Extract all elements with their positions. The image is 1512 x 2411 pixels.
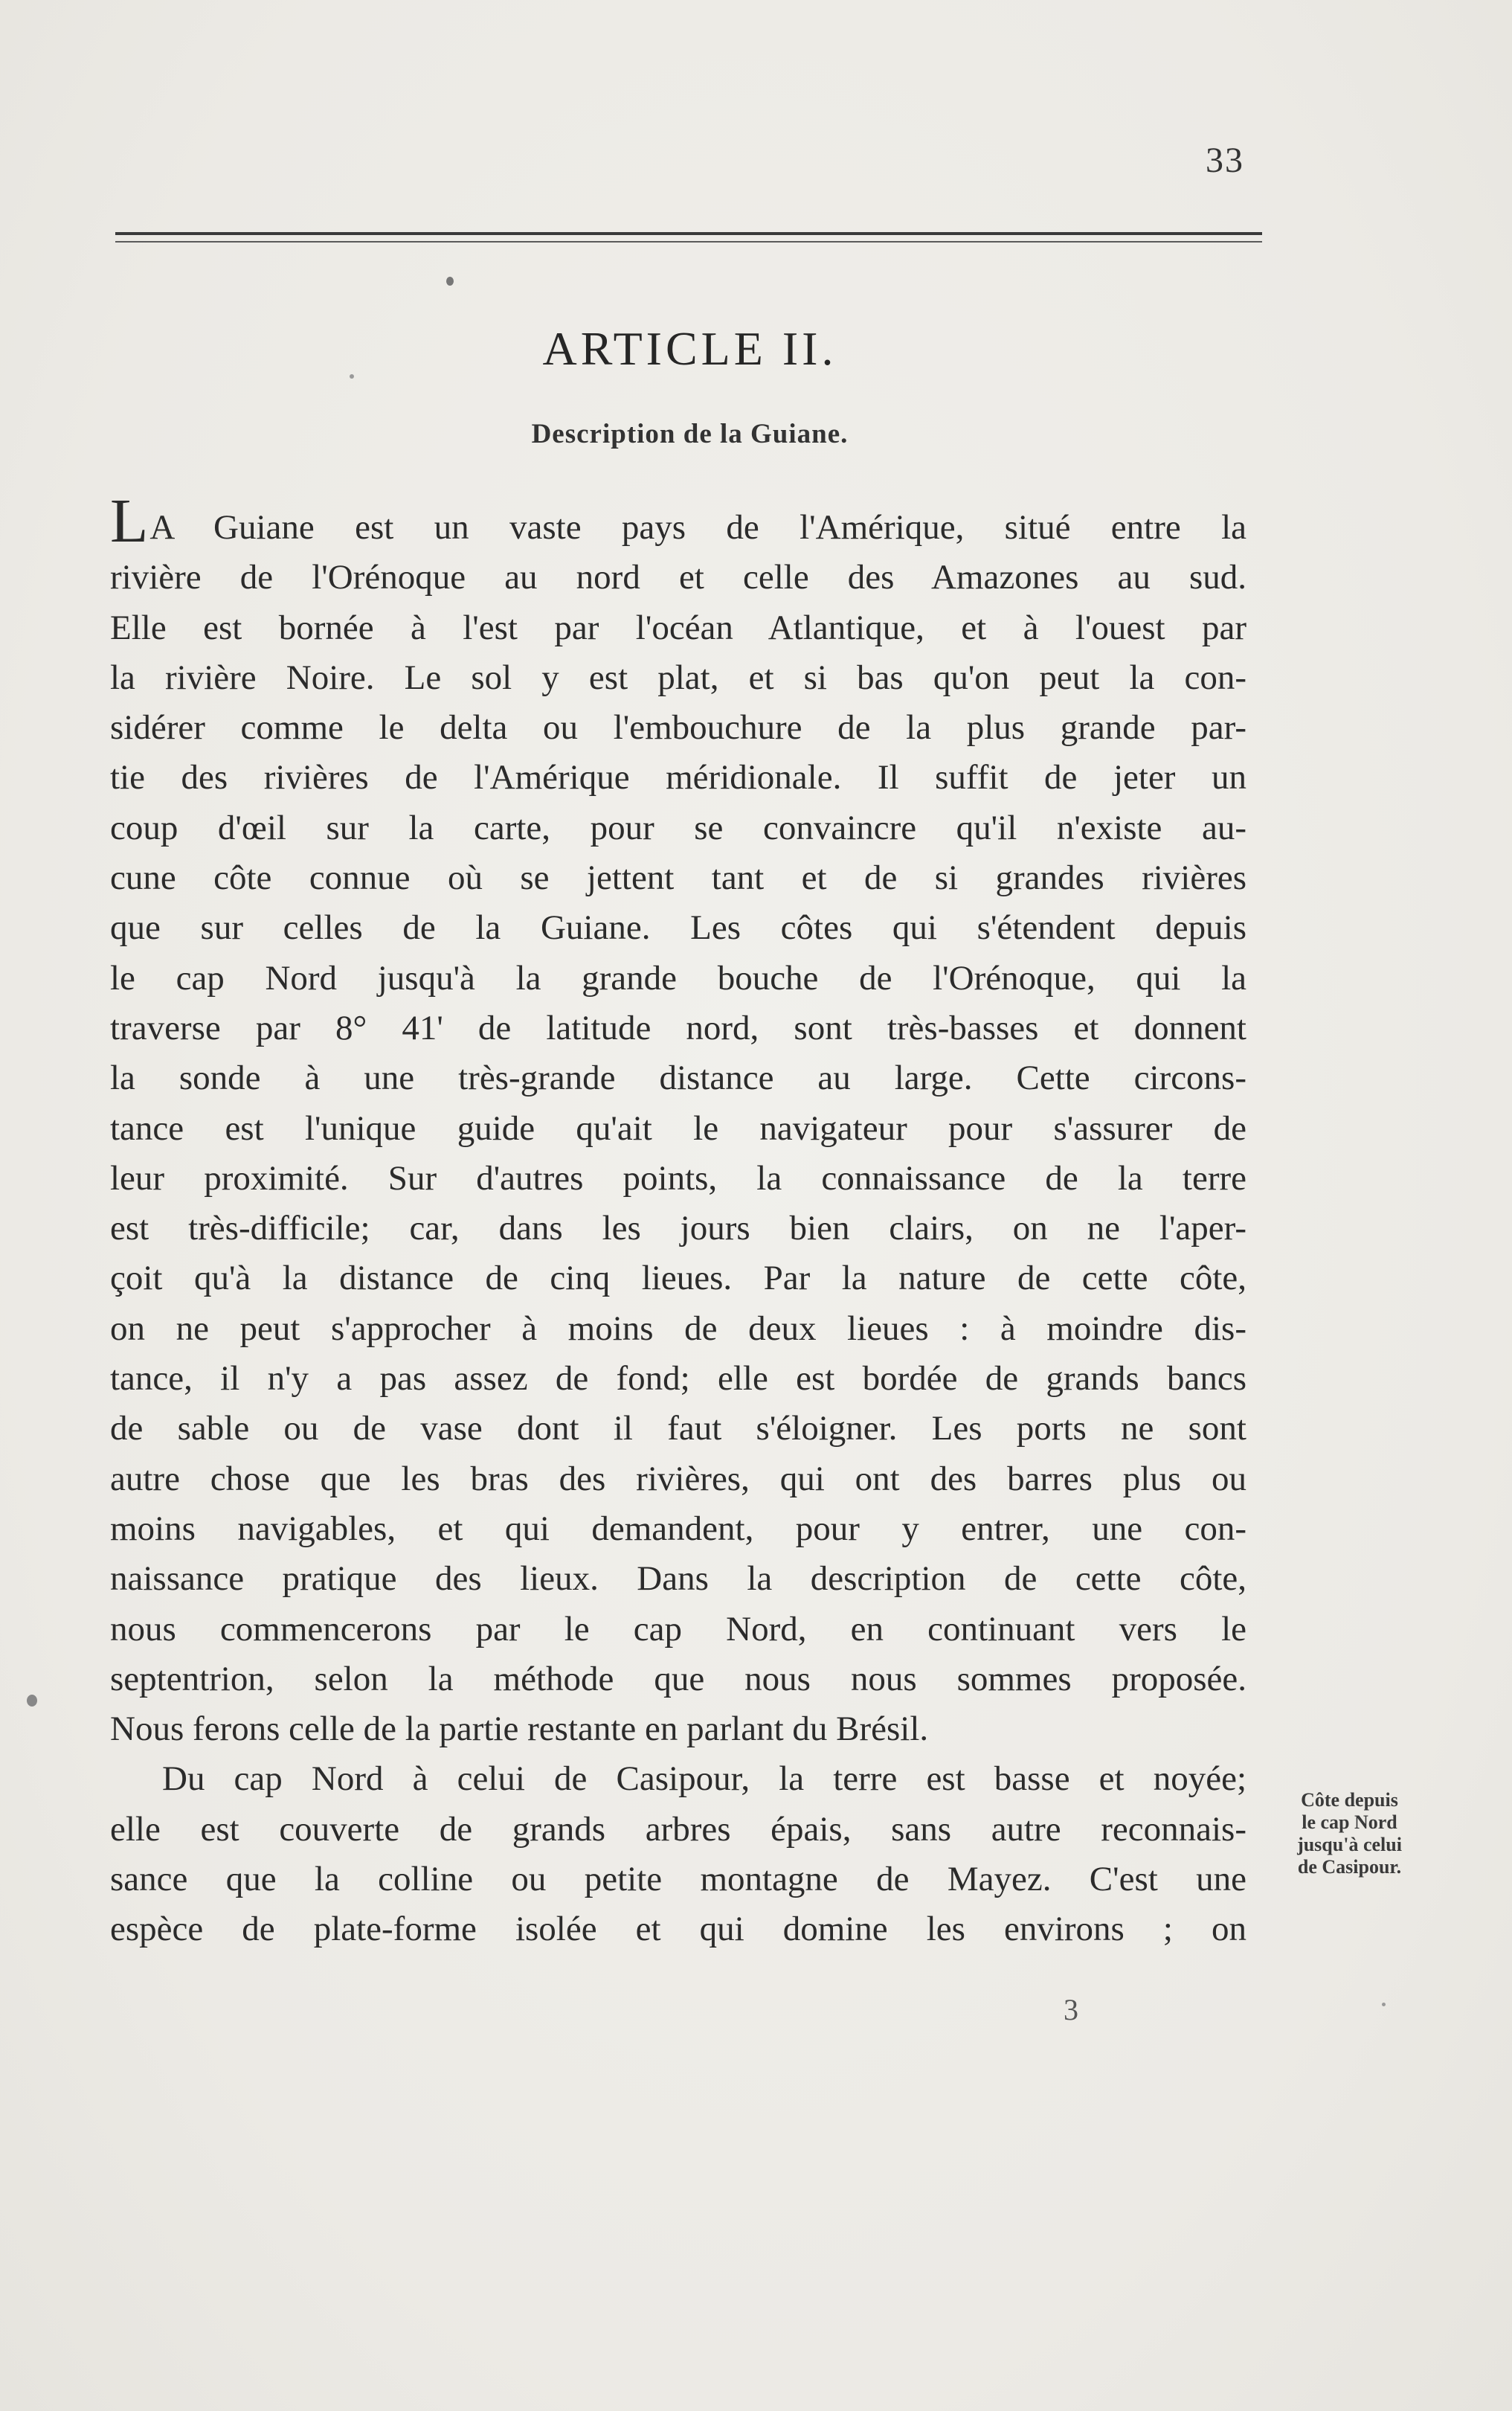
text-line: naissance pratique des lieux. Dans la description de cette côte, bbox=[110, 1559, 1246, 1599]
text-line: leur proximité. Sur d'autres points, la connaissance de la terre bbox=[110, 1158, 1246, 1198]
text-line: moins navigables, et qui demandent, pour y entrer, une con- bbox=[110, 1509, 1246, 1548]
text-line: coup d'œil sur la carte, pour se convaincre qu'il n'existe au- bbox=[110, 808, 1246, 847]
text-line: autre chose que les bras des rivières, qui ont des barres plus ou bbox=[110, 1459, 1246, 1498]
page-number: 33 bbox=[1206, 141, 1244, 180]
text-line: Elle est bornée à l'est par l'océan Atlantique, et à l'ouest par bbox=[110, 608, 1246, 647]
text-line: la sonde à une très-grande distance au large. Cette circons- bbox=[110, 1059, 1246, 1098]
text-line: que sur celles de la Guiane. Les côtes qui s'étendent depuis bbox=[110, 908, 1246, 948]
text-line: septentrion, selon la méthode que nous nous sommes proposée. bbox=[110, 1659, 1246, 1698]
margin-note bbox=[1273, 1789, 1426, 1878]
article-title: ARTICLE II. bbox=[542, 322, 837, 375]
line-text: A Guiane est un vaste pays de l'Amérique, situé entre la bbox=[149, 508, 1246, 547]
margin-note-line: Côte depuis bbox=[1301, 1789, 1398, 1811]
paper-speck bbox=[446, 277, 454, 286]
text-line: la rivière Noire. Le sol y est plat, et si bas qu'on peut la con- bbox=[110, 658, 1246, 697]
text-line: nous commencerons par le cap Nord, en continuant vers le bbox=[110, 1609, 1246, 1648]
text-line: rivière de l'Orénoque au nord et celle des Amazones au sud. bbox=[110, 558, 1246, 597]
text-line: Du cap Nord à celui de Casipour, la terre est basse et noyée; bbox=[162, 1759, 1246, 1799]
body-text bbox=[110, 487, 1246, 1955]
text-line: traverse par 8° 41' de latitude nord, sont très-basses et donnent bbox=[110, 1008, 1246, 1047]
text-line: cune côte connue où se jettent tant et de si grandes rivières bbox=[110, 858, 1246, 898]
text-line: çoit qu'à la distance de cinq lieues. Par la nature de cette côte, bbox=[110, 1259, 1246, 1298]
drop-cap: L bbox=[110, 487, 149, 556]
margin-note-line: jusqu'à celui bbox=[1297, 1834, 1402, 1855]
paper-speck bbox=[350, 374, 354, 379]
text-line: tie des rivières de l'Amérique méridionale. Il suffit de jeter un bbox=[110, 758, 1246, 797]
text-line: est très-difficile; car, dans les jours bien clairs, on ne l'aper- bbox=[110, 1209, 1246, 1248]
margin-note-line: le cap Nord bbox=[1302, 1811, 1397, 1833]
text-line: tance, il n'y a pas assez de fond; elle est bordée de grands bancs bbox=[110, 1359, 1246, 1399]
margin-note-line: de Casipour. bbox=[1297, 1856, 1402, 1878]
text-line: sance que la colline ou petite montagne de Mayez. C'est une bbox=[110, 1860, 1246, 1899]
text-line: espèce de plate-forme isolée et qui domine les environs ; on bbox=[110, 1910, 1246, 1949]
text-line: sidérer comme le delta ou l'embouchure de la plus grande par- bbox=[110, 708, 1246, 748]
text-line: Nous ferons celle de la partie restante en parlant du Brésil. bbox=[110, 1709, 929, 1749]
paper-speck bbox=[1382, 2003, 1386, 2006]
header-rule-thin bbox=[115, 241, 1262, 243]
text-line bbox=[110, 487, 1246, 556]
text-line: tance est l'unique guide qu'ait le navigateur pour s'assurer de bbox=[110, 1108, 1246, 1148]
text-line: on ne peut s'approcher à moins de deux lieues : à moindre dis- bbox=[110, 1309, 1246, 1348]
header-rule-thick bbox=[115, 232, 1262, 235]
signature-mark: 3 bbox=[1064, 1993, 1078, 2026]
text-line: le cap Nord jusqu'à la grande bouche de l'Orénoque, qui la bbox=[110, 958, 1246, 998]
article-subtitle: Description de la Guiane. bbox=[531, 419, 849, 449]
text-line: de sable ou de vase dont il faut s'éloigner. Les ports ne sont bbox=[110, 1409, 1246, 1448]
text-line: elle est couverte de grands arbres épais, sans autre reconnais- bbox=[110, 1809, 1246, 1849]
paper-speck bbox=[27, 1695, 37, 1707]
